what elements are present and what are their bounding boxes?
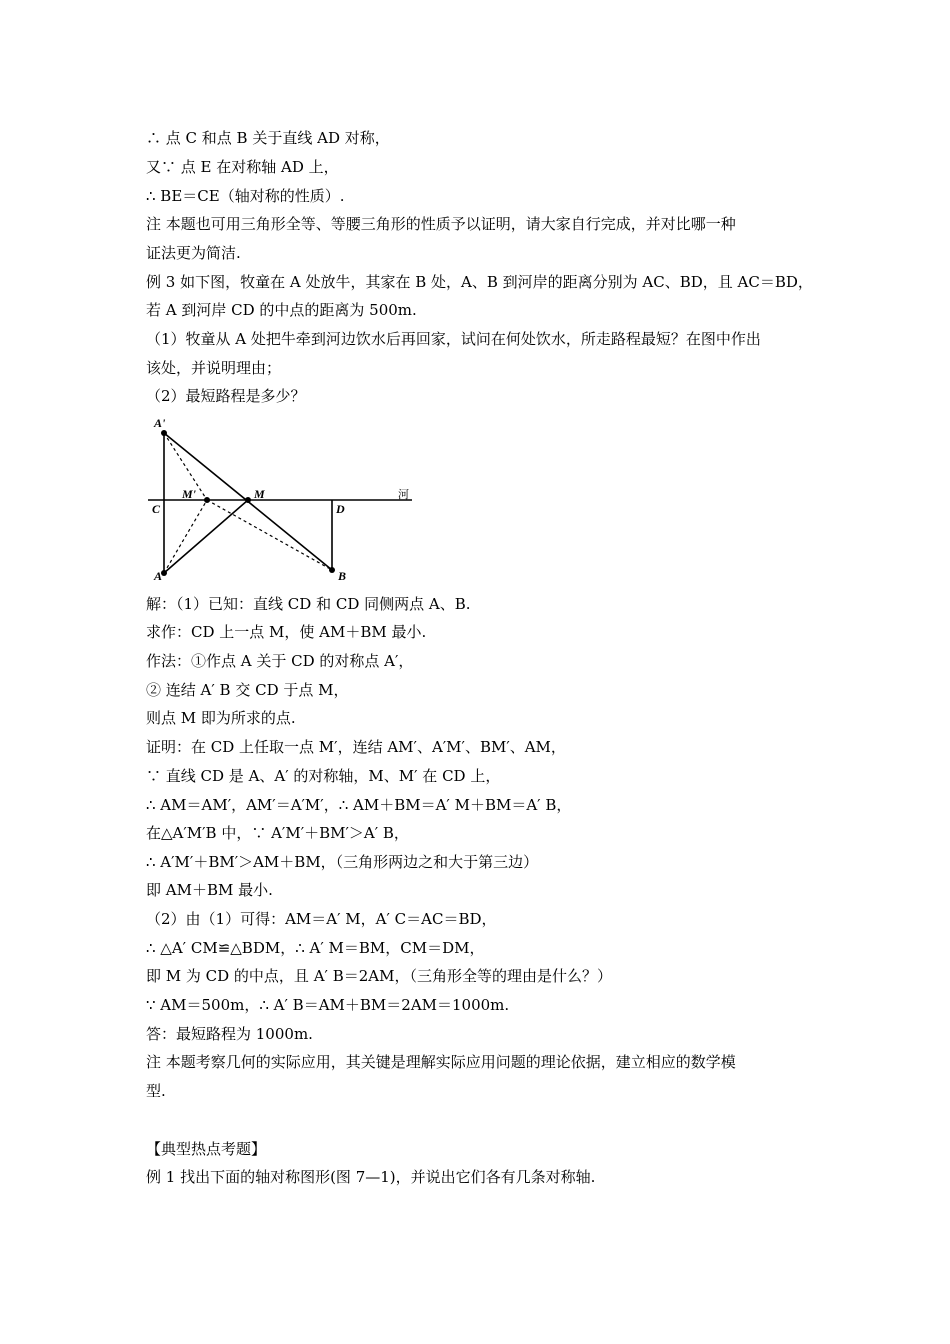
text-line: 则点 M 即为所求的点. (146, 709, 296, 727)
label-d: D (336, 502, 345, 516)
text-line: （1）牧童从 A 处把牛牵到河边饮水后再回家，试问在何处饮水，所走路程最短？在图中作出 (146, 330, 761, 348)
label-m-prime: M' (182, 487, 197, 501)
text-line: 型. (146, 1082, 166, 1100)
text-line: 该处，并说明理由； (146, 359, 282, 377)
text-line: 求作：CD 上一点 M，使 AM＋BM 最小. (146, 623, 427, 641)
text-line: 答：最短路程为 1000m. (146, 1025, 313, 1043)
label-b: B (338, 569, 347, 583)
text-line: ∵ AM＝500m，∴ A′ B＝AM＋BM＝2AM＝1000m. (146, 996, 510, 1014)
segment-a-m-prime (164, 500, 207, 573)
text-line: ∴ BE＝CE（轴对称的性质）. (146, 187, 345, 205)
text-line: 注 本题也可用三角形全等、等腰三角形的性质予以证明，请大家自行完成，并对比哪一种 (146, 215, 736, 233)
text-line: （2）最短路程是多少？ (146, 387, 306, 405)
text-line: ② 连结 A′ B 交 CD 于点 M， (146, 681, 349, 699)
point-m (245, 497, 251, 503)
text-line: 证明：在 CD 上任取一点 M′，连结 AM′、A′M′、BM′、AM， (146, 738, 566, 756)
text-line: ∴ 点 C 和点 B 关于直线 AD 对称， (146, 129, 390, 147)
text-line: 例 1 找出下面的轴对称图形(图 7—1)，并说出它们各有几条对称轴. (146, 1168, 596, 1186)
point-m-prime (204, 497, 210, 503)
text-line: 注 本题考察几何的实际应用，其关键是理解实际应用问题的理论依据，建立相应的数学模 (146, 1053, 736, 1071)
text-line: 解：（1）已知：直线 CD 和 CD 同侧两点 A、B. (146, 595, 471, 613)
text-line: 若 A 到河岸 CD 的中点的距离为 500m. (146, 301, 417, 319)
text-line: 【典型热点考题】 (146, 1140, 267, 1158)
text-line: （2）由（1）可得：AM＝A′ M，A′ C＝AC＝BD， (146, 910, 497, 928)
text-line: ∴ A′M′＋BM′＞AM＋BM，（三角形两边之和大于第三边） (146, 853, 539, 871)
label-river: 河 (398, 489, 409, 501)
text-line: 即 M 为 CD 的中点，且 A′ B＝2AM，（三角形全等的理由是什么？） (146, 967, 612, 985)
geometry-figure (140, 410, 430, 590)
segment-m-prime-b (207, 500, 332, 570)
text-line: 证法更为简洁. (146, 244, 241, 262)
text-line: 即 AM＋BM 最小. (146, 881, 273, 899)
text-line: 作法：①作点 A 关于 CD 的对称点 A′， (146, 652, 414, 670)
text-line: 例 3 如下图，牧童在 A 处放牛，其家在 B 处，A、B 到河岸的距离分别为 AC、BD，且 AC＝BD， (146, 273, 813, 291)
label-a-prime: A' (154, 416, 166, 430)
text-line: 在△A′M′B 中，∵ A′M′＋BM′＞A′ B， (146, 824, 409, 842)
label-m: M (254, 487, 265, 501)
point-b (329, 567, 335, 573)
label-c: C (152, 502, 161, 516)
segment-a-m (164, 500, 248, 573)
label-a: A (154, 569, 163, 583)
text-line: ∴ AM＝AM′，AM′＝A′M′，∴ AM＋BM＝A′ M＋BM＝A′ B， (146, 796, 572, 814)
text-line: ∵ 直线 CD 是 A、A′ 的对称轴，M、M′ 在 CD 上， (146, 767, 501, 785)
point-a-prime (161, 430, 167, 436)
text-line: 又∵ 点 E 在对称轴 AD 上， (146, 158, 339, 176)
text-line: ∴ △A′ CM≌△BDM，∴ A′ M＝BM，CM＝DM， (146, 939, 485, 957)
